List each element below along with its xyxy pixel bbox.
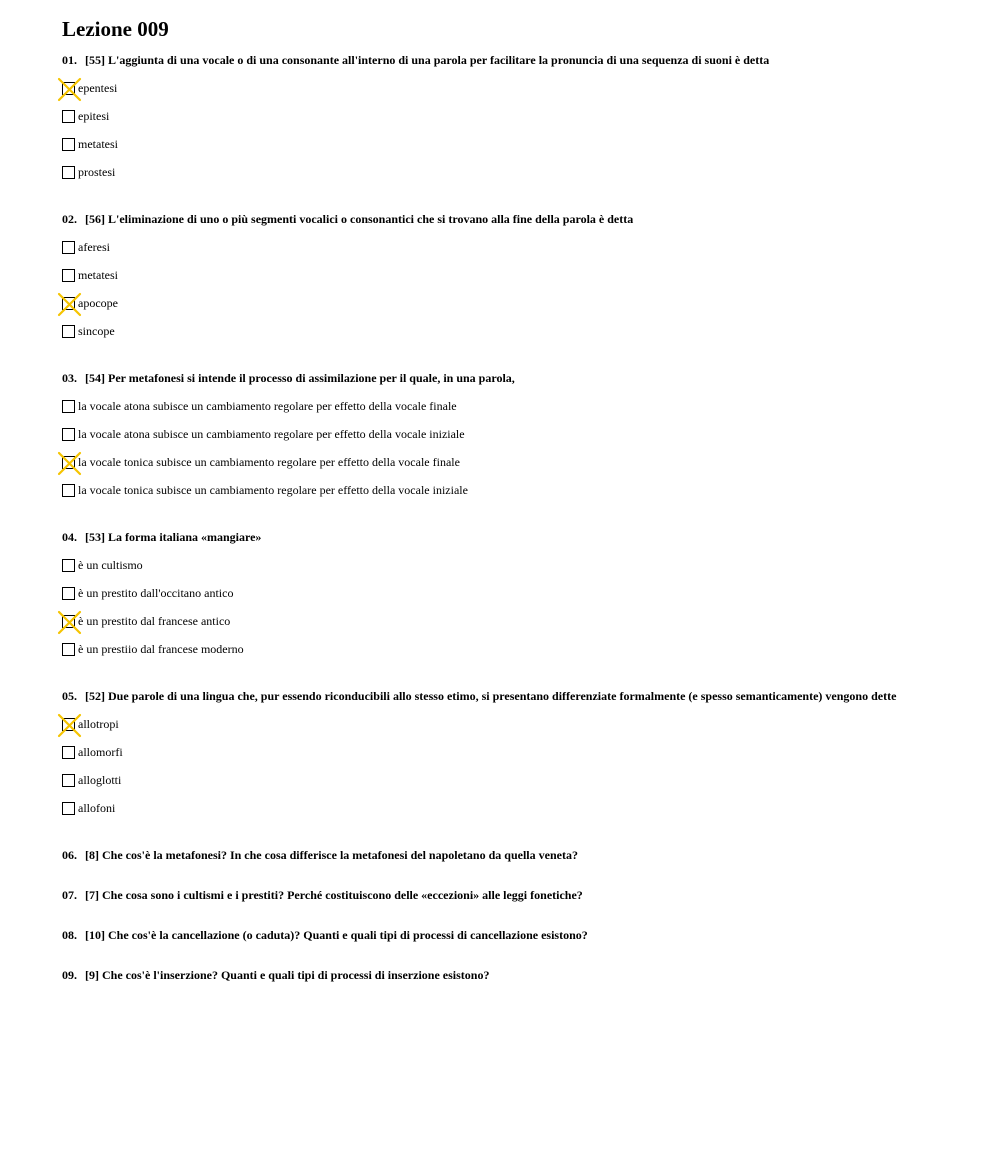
- answer-list: [62, 74, 930, 186]
- question-prompt: [9] Che cos'è l'inserzione? Quanti e quali tipi di processi di inserzione esistono?: [85, 968, 490, 982]
- question-text: [62, 968, 930, 982]
- open-question-7: [62, 888, 930, 902]
- question-2: [62, 212, 930, 345]
- question-text: [62, 212, 930, 226]
- checkbox[interactable]: [62, 428, 75, 441]
- open-question-8: [62, 928, 930, 942]
- question-number: 07.: [62, 888, 77, 902]
- checkbox-checked[interactable]: [62, 456, 75, 469]
- cross-mark-icon: [57, 610, 82, 635]
- answer-option[interactable]: [62, 607, 930, 635]
- answer-option[interactable]: [62, 420, 930, 448]
- question-text: [62, 848, 930, 862]
- cross-mark-icon: [57, 77, 82, 102]
- question-prompt: [54] Per metafonesi si intende il processo di assimilazione per il quale, in una parola,: [85, 371, 515, 385]
- checkbox-checked[interactable]: [62, 718, 75, 731]
- answer-label: apocope: [78, 296, 118, 310]
- question-text: [62, 53, 930, 67]
- question-text: [62, 689, 930, 703]
- answer-option[interactable]: [62, 766, 930, 794]
- answer-label: allofoni: [78, 801, 116, 815]
- question-number: 02.: [62, 212, 77, 226]
- answer-label: metatesi: [78, 268, 118, 282]
- answer-label: epentesi: [78, 81, 118, 95]
- checkbox[interactable]: [62, 802, 75, 815]
- page-title: Lezione 009: [62, 17, 169, 41]
- question-number: 09.: [62, 968, 77, 982]
- question-number: 08.: [62, 928, 77, 942]
- question-prompt: [7] Che cosa sono i cultismi e i prestiti? Perché costituiscono delle «eccezioni» alle leggi fonetiche?: [85, 888, 583, 902]
- question-text: [62, 530, 930, 544]
- cross-mark-icon: [57, 713, 82, 738]
- answer-option[interactable]: [62, 102, 930, 130]
- question-prompt: [10] Che cos'è la cancellazione (o caduta)? Quanti e quali tipi di processi di cancellazione esistono?: [85, 928, 588, 942]
- answer-option[interactable]: [62, 738, 930, 766]
- question-text: [62, 928, 930, 942]
- answer-option[interactable]: [62, 74, 930, 102]
- checkbox[interactable]: [62, 484, 75, 497]
- answer-option[interactable]: [62, 317, 930, 345]
- answer-option[interactable]: [62, 261, 930, 289]
- cross-mark-icon: [57, 451, 82, 476]
- answer-option[interactable]: [62, 635, 930, 663]
- answer-option[interactable]: [62, 551, 930, 579]
- answer-label: alloglotti: [78, 773, 122, 787]
- open-question-6: [62, 848, 930, 862]
- checkbox-checked[interactable]: [62, 297, 75, 310]
- question-number: 05.: [62, 689, 77, 703]
- answer-list: [62, 551, 930, 663]
- checkbox[interactable]: [62, 400, 75, 413]
- answer-label: è un cultismo: [78, 558, 143, 572]
- answer-option[interactable]: [62, 448, 930, 476]
- question-number: 01.: [62, 53, 77, 67]
- cross-mark-icon: [57, 292, 82, 317]
- answer-list: [62, 233, 930, 345]
- question-number: 06.: [62, 848, 77, 862]
- question-4: [62, 530, 930, 663]
- answer-option[interactable]: [62, 233, 930, 261]
- answer-label: è un prestito dall'occitano antico: [78, 586, 234, 600]
- answer-label: allotropi: [78, 717, 119, 731]
- question-3: [62, 371, 930, 504]
- answer-label: prostesi: [78, 165, 116, 179]
- answer-option[interactable]: [62, 289, 930, 317]
- question-text: [62, 371, 930, 385]
- answer-label: metatesi: [78, 137, 118, 151]
- open-question-list: [62, 848, 930, 982]
- answer-label: è un prestiio dal francese moderno: [78, 642, 244, 656]
- checkbox[interactable]: [62, 746, 75, 759]
- question-5: [62, 689, 930, 822]
- question-number: 03.: [62, 371, 77, 385]
- answer-label: la vocale atona subisce un cambiamento regolare per effetto della vocale finale: [78, 399, 457, 413]
- checkbox[interactable]: [62, 774, 75, 787]
- question-prompt: [56] L'eliminazione di uno o più segmenti vocalici o consonantici che si trovano alla fine della parola è detta: [85, 212, 634, 226]
- answer-list: [62, 392, 930, 504]
- open-question-9: [62, 968, 930, 982]
- answer-option[interactable]: [62, 392, 930, 420]
- checkbox[interactable]: [62, 138, 75, 151]
- checkbox[interactable]: [62, 110, 75, 123]
- question-text: [62, 888, 930, 902]
- answer-option[interactable]: [62, 158, 930, 186]
- checkbox-checked[interactable]: [62, 82, 75, 95]
- checkbox[interactable]: [62, 241, 75, 254]
- checkbox[interactable]: [62, 269, 75, 282]
- question-number: 04.: [62, 530, 77, 544]
- answer-option[interactable]: [62, 130, 930, 158]
- checkbox[interactable]: [62, 587, 75, 600]
- answer-label: la vocale tonica subisce un cambiamento regolare per effetto della vocale finale: [78, 455, 460, 469]
- question-prompt: [8] Che cos'è la metafonesi? In che cosa differisce la metafonesi del napoletano da quella veneta?: [85, 848, 578, 862]
- answer-label: allomorfi: [78, 745, 123, 759]
- answer-option[interactable]: [62, 710, 930, 738]
- answer-label: epitesi: [78, 109, 110, 123]
- answer-list: [62, 710, 930, 822]
- question-prompt: [55] L'aggiunta di una vocale o di una consonante all'interno di una parola per facilitare la pronuncia di una sequenza di suoni è detta: [85, 53, 770, 67]
- answer-label: è un prestito dal francese antico: [78, 614, 231, 628]
- answer-label: aferesi: [78, 240, 110, 254]
- question-prompt: [52] Due parole di una lingua che, pur essendo riconducibili allo stesso etimo, si presentano differenziate formalmente (e spesso semanticamente) vengono dette: [85, 689, 897, 703]
- checkbox[interactable]: [62, 559, 75, 572]
- question-list: [62, 53, 930, 822]
- checkbox-checked[interactable]: [62, 615, 75, 628]
- answer-label: sincope: [78, 324, 115, 338]
- answer-option[interactable]: [62, 579, 930, 607]
- answer-label: la vocale tonica subisce un cambiamento regolare per effetto della vocale iniziale: [78, 483, 468, 497]
- question-1: [62, 53, 930, 186]
- checkbox[interactable]: [62, 166, 75, 179]
- checkbox[interactable]: [62, 643, 75, 656]
- checkbox[interactable]: [62, 325, 75, 338]
- answer-label: la vocale atona subisce un cambiamento regolare per effetto della vocale iniziale: [78, 427, 465, 441]
- question-prompt: [53] La forma italiana «mangiare»: [85, 530, 262, 544]
- answer-option[interactable]: [62, 476, 930, 504]
- answer-option[interactable]: [62, 794, 930, 822]
